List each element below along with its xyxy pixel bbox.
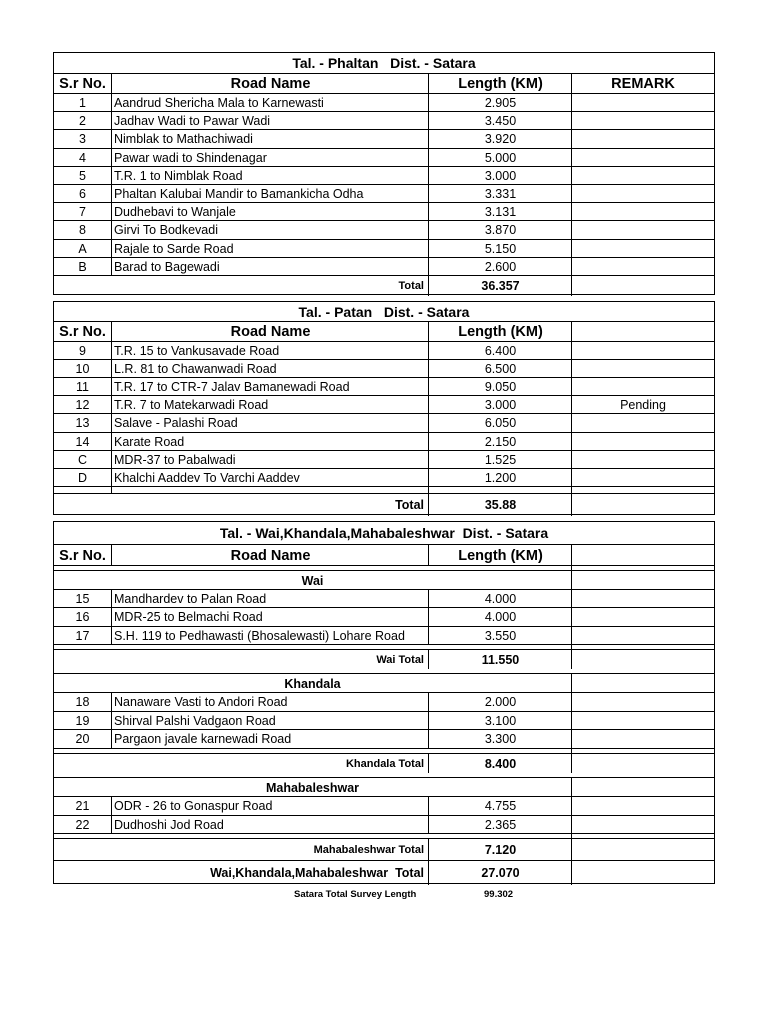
- road-name-cell: Dudhebavi to Wanjale: [111, 203, 428, 221]
- empty-cell: [571, 571, 714, 590]
- empty-cell: [571, 322, 714, 342]
- sr-no-header: S.r No.: [59, 324, 106, 340]
- remark-cell: [571, 608, 714, 626]
- remark-cell: [571, 378, 714, 396]
- table-row: [54, 395, 714, 414]
- length-cell: 3.450: [428, 112, 572, 130]
- remark-cell: [571, 94, 714, 112]
- patan-header-row: [54, 321, 714, 342]
- phaltan-header-row: [54, 73, 714, 94]
- road-name-cell: Girvi To Bodkevadi: [111, 221, 428, 239]
- sr-no-header: S.r No.: [59, 76, 106, 92]
- length-cell: 6.500: [428, 360, 572, 378]
- road-name-cell: Shirval Palshi Vadgaon Road: [111, 712, 428, 731]
- length-cell: 3.920: [428, 130, 572, 148]
- road-name-cell: Nanaware Vasti to Andori Road: [111, 693, 428, 712]
- remark-cell: [571, 469, 714, 487]
- sr-no-cell: 10: [75, 362, 90, 377]
- remark-cell: Pending: [571, 396, 714, 414]
- length-cell: 6.400: [428, 342, 572, 360]
- sr-no-cell: C: [77, 452, 88, 467]
- empty-cell: [54, 276, 111, 296]
- table-row: [54, 413, 714, 432]
- sr-no-cell: 21: [75, 799, 90, 814]
- road-name-cell: Mandhardev to Palan Road: [111, 590, 428, 608]
- remark-cell: [571, 433, 714, 451]
- table-row: [54, 607, 714, 626]
- remark-cell: [571, 693, 714, 712]
- length-cell: 9.050: [428, 378, 572, 396]
- khandala-total-value: 8.400: [428, 754, 572, 773]
- empty-cell: [571, 545, 714, 566]
- wkm-title: Tal. - Wai,Khandala,Mahabaleshwar Dist. - Satara: [219, 525, 549, 541]
- khandala-total-row: [54, 753, 714, 773]
- mahabaleshwar-group-label: Mahabaleshwar: [265, 780, 360, 795]
- length-cell: 2.150: [428, 433, 572, 451]
- road-name-cell: Pargaon javale karnewadi Road: [111, 730, 428, 749]
- empty-cell: [571, 839, 714, 861]
- wkm-header-row: [54, 544, 714, 566]
- remark-cell: [571, 342, 714, 360]
- phaltan-total-row: [54, 275, 714, 296]
- table-row: [54, 148, 714, 167]
- table-row: [54, 111, 714, 130]
- road-name-cell: MDR-25 to Belmachi Road: [111, 608, 428, 626]
- table-row: [54, 239, 714, 258]
- sr-no-cell: 5: [79, 168, 86, 183]
- road-name-cell: Salave - Palashi Road: [111, 414, 428, 432]
- road-name-cell: Phaltan Kalubai Mandir to Bamankicha Odha: [111, 185, 428, 203]
- sr-no-cell: 15: [75, 592, 90, 607]
- wai-total-row: [54, 649, 714, 669]
- table-row: [54, 377, 714, 396]
- table-row: [54, 220, 714, 239]
- remark-cell: [571, 816, 714, 835]
- road-name-cell: S.H. 119 to Pedhawasti (Bhosalewasti) Lohare Road: [111, 627, 428, 645]
- length-cell: 5.000: [428, 149, 572, 167]
- remark-cell: [571, 221, 714, 239]
- road-name-cell: Rajale to Sarde Road: [111, 240, 428, 258]
- road-name-cell: Pawar wadi to Shindenagar: [111, 149, 428, 167]
- sr-no-header: S.r No.: [59, 547, 106, 564]
- sr-no-cell: 18: [75, 695, 90, 710]
- wkm-title-row: [54, 522, 714, 544]
- mahabaleshwar-total-label: Mahabaleshwar Total: [313, 844, 424, 856]
- length-cell: 4.000: [428, 608, 572, 626]
- table-row: [54, 692, 714, 712]
- phaltan-title: Tal. - Phaltan Dist. - Satara: [292, 55, 476, 71]
- length-cell: 3.131: [428, 203, 572, 221]
- remark-cell: [571, 112, 714, 130]
- remark-cell: [571, 185, 714, 203]
- length-cell: 2.365: [428, 816, 572, 835]
- wkm-grand-total-value: 27.070: [428, 861, 572, 885]
- length-cell: 1.200: [428, 469, 572, 487]
- remark-cell: [571, 797, 714, 816]
- sr-no-cell: 22: [75, 817, 90, 832]
- road-name-header: Road Name: [111, 545, 429, 566]
- length-cell: 3.300: [428, 730, 572, 749]
- sr-no-cell: 8: [79, 223, 86, 238]
- road-name-cell: T.R. 7 to Matekarwadi Road: [111, 396, 428, 414]
- remark-cell: [571, 167, 714, 185]
- road-name-cell: T.R. 1 to Nimblak Road: [111, 167, 428, 185]
- wai-total-label: Wai Total: [376, 653, 424, 666]
- khandala-group-header: [54, 673, 714, 693]
- length-cell: 3.100: [428, 712, 572, 731]
- road-name-cell: Dudhoshi Jod Road: [111, 816, 428, 835]
- mahabaleshwar-total-value: 7.120: [428, 839, 572, 861]
- table-row: [54, 166, 714, 185]
- table-row: [54, 341, 714, 360]
- length-cell: 2.000: [428, 693, 572, 712]
- wkm-table: [53, 521, 715, 884]
- empty-cell: [571, 276, 714, 296]
- satara-total-value: 99.302: [484, 889, 514, 900]
- table-row: [54, 257, 714, 276]
- table-row: [54, 184, 714, 203]
- remark-cell: [571, 203, 714, 221]
- sr-no-cell: 13: [75, 416, 90, 431]
- remark-cell: [571, 130, 714, 148]
- table-row: [54, 711, 714, 731]
- road-name-cell: Khalchi Aaddev To Varchi Aaddev: [111, 469, 428, 487]
- wai-group-header: [54, 570, 714, 590]
- empty-cell: [571, 861, 714, 885]
- phaltan-total-value: 36.357: [428, 276, 572, 296]
- sr-no-cell: 1: [79, 96, 86, 111]
- sr-no-cell: 11: [76, 380, 89, 395]
- patan-title: Tal. - Patan Dist. - Satara: [298, 303, 470, 320]
- sr-no-cell: 7: [79, 205, 86, 220]
- length-cell: 2.600: [428, 258, 572, 276]
- sr-no-cell: D: [77, 470, 88, 485]
- length-cell: 3.870: [428, 221, 572, 239]
- sr-no-cell: 6: [79, 187, 86, 202]
- table-row: [54, 450, 714, 469]
- sr-no-cell: 4: [79, 150, 86, 165]
- satara-total-label: Satara Total Survey Length: [294, 889, 417, 900]
- length-cell: 4.000: [428, 590, 572, 608]
- sr-no-cell: 20: [75, 732, 90, 747]
- table-row: [54, 815, 714, 835]
- length-cell: 6.050: [428, 414, 572, 432]
- length-header: Length (KM): [428, 322, 572, 342]
- phaltan-title-row: [54, 53, 714, 73]
- phaltan-total-label: Total: [398, 280, 424, 292]
- phaltan-table: [53, 52, 715, 295]
- length-cell: 3.000: [428, 167, 572, 185]
- length-header: Length (KM): [428, 74, 572, 94]
- length-cell: 3.550: [428, 627, 572, 645]
- length-cell: 3.331: [428, 185, 572, 203]
- wai-group-label: Wai: [301, 573, 324, 588]
- khandala-total-label: Khandala Total: [345, 757, 424, 770]
- empty-cell: [571, 754, 714, 773]
- patan-total-row: [54, 493, 714, 516]
- road-name-header: Road Name: [111, 322, 429, 342]
- khandala-group-label: Khandala: [284, 676, 341, 691]
- road-name-cell: Nimblak to Mathachiwadi: [111, 130, 428, 148]
- sr-no-cell: 16: [75, 610, 90, 625]
- table-row: [54, 93, 714, 112]
- road-name-cell: Jadhav Wadi to Pawar Wadi: [111, 112, 428, 130]
- sr-no-cell: 14: [75, 434, 90, 449]
- table-row: [54, 796, 714, 816]
- empty-cell: [571, 674, 714, 693]
- mahabaleshwar-group-header: [54, 777, 714, 797]
- sr-no-cell: 9: [79, 344, 86, 359]
- road-name-cell: Aandrud Shericha Mala to Karnewasti: [111, 94, 428, 112]
- road-name-cell: Karate Road: [111, 433, 428, 451]
- remark-cell: [571, 451, 714, 469]
- wai-total-value: 11.550: [428, 650, 572, 669]
- remark-cell: [571, 730, 714, 749]
- sr-no-cell: 3: [79, 132, 86, 147]
- remark-cell: [571, 590, 714, 608]
- sr-no-cell: A: [78, 241, 87, 256]
- road-name-cell: L.R. 81 to Chawanwadi Road: [111, 360, 428, 378]
- remark-cell: [571, 360, 714, 378]
- road-name-header: Road Name: [111, 74, 429, 94]
- table-row: [54, 626, 714, 645]
- patan-total-value: 35.88: [428, 494, 572, 516]
- table-row: [54, 468, 714, 487]
- wkm-grand-total-label: Wai,Khandala,Mahabaleshwar Total: [210, 866, 424, 880]
- sr-no-cell: 12: [75, 398, 90, 413]
- table-row: [54, 589, 714, 608]
- road-name-cell: T.R. 15 to Vankusavade Road: [111, 342, 428, 360]
- road-name-cell: ODR - 26 to Gonaspur Road: [111, 797, 428, 816]
- table-row: [54, 432, 714, 451]
- remark-cell: [571, 240, 714, 258]
- empty-cell: [571, 494, 714, 516]
- remark-cell: [571, 627, 714, 645]
- empty-cell: [571, 778, 714, 797]
- length-cell: 3.000: [428, 396, 572, 414]
- sr-no-cell: 17: [75, 628, 90, 643]
- road-name-cell: Barad to Bagewadi: [111, 258, 428, 276]
- length-cell: 1.525: [428, 451, 572, 469]
- table-row: [54, 129, 714, 148]
- length-cell: 5.150: [428, 240, 572, 258]
- sr-no-cell: B: [78, 259, 87, 274]
- length-cell: 2.905: [428, 94, 572, 112]
- remark-cell: [571, 149, 714, 167]
- road-name-cell: T.R. 17 to CTR-7 Jalav Bamanewadi Road: [111, 378, 428, 396]
- length-cell: 4.755: [428, 797, 572, 816]
- mahabaleshwar-total-row: [54, 838, 714, 861]
- sr-no-cell: 2: [79, 114, 86, 129]
- remark-cell: [571, 258, 714, 276]
- remark-cell: [571, 414, 714, 432]
- remark-cell: [571, 712, 714, 731]
- table-row: [54, 359, 714, 378]
- sr-no-cell: 19: [75, 713, 90, 728]
- empty-cell: [571, 650, 714, 669]
- table-row: [54, 202, 714, 221]
- remark-header: REMARK: [571, 74, 714, 94]
- table-row: [54, 729, 714, 749]
- patan-title-row: [54, 302, 714, 321]
- patan-table: [53, 301, 715, 515]
- patan-total-label: Total: [395, 498, 424, 512]
- wkm-grand-total-row: [54, 860, 714, 885]
- road-name-cell: MDR-37 to Pabalwadi: [111, 451, 428, 469]
- length-header: Length (KM): [428, 545, 572, 566]
